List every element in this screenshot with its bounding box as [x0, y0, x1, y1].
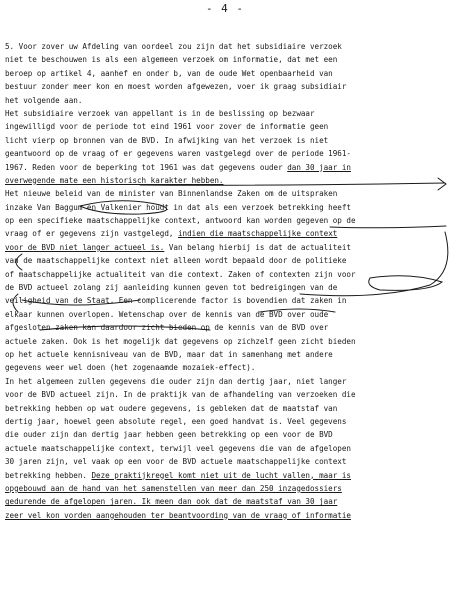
document-body [5, 40, 445, 522]
text-line [5, 388, 445, 401]
line-text: gegevens weer wel doen (het zogenaamde mozaiek-effect). [5, 363, 256, 373]
underlined-text: overwegende mate een historisch karakter hebben. [5, 175, 224, 185]
text-line [5, 67, 445, 80]
text-line [5, 321, 445, 334]
text-line [5, 509, 445, 522]
text-line [5, 107, 445, 120]
text-line [5, 348, 445, 361]
text-line [5, 214, 445, 227]
line-text: Het subsidiaire verzoek van appellant is in de beslissing op bezwaar [5, 108, 315, 118]
text-line [5, 241, 445, 254]
line-text: niet te beschouwen is als een algemeen verzoek om informatie, dat met een [5, 55, 338, 65]
text-line [5, 428, 445, 441]
text-line [5, 80, 445, 93]
line-text: actuele maatschappelijke context, terwijl veel gegevens die van de afgelopen [5, 443, 351, 453]
line-text: die ouder zijn dan dertig jaar hebben geen betrekking op een voor de BVD [5, 430, 333, 440]
text-line [5, 134, 445, 147]
text-line [5, 268, 445, 281]
line-text: op het actuele kennisniveau van de BVD, maar dat in samenhang met andere [5, 349, 333, 359]
underlined-text: zeer vel kon vorden aangehouden ter beantvoording van de vraag of informatie [5, 510, 351, 520]
text-line [5, 482, 445, 495]
text-line [5, 469, 445, 482]
text-line [5, 375, 445, 388]
line-text: elkaar kunnen overlopen. Wetenschap over de kennis van de BVD over oude [5, 309, 329, 319]
text-line [5, 455, 445, 468]
line-text: ingewilligd voor de periode tot eind 1961 voor zover de informatie geen [5, 122, 329, 132]
line-text: voor de BVD actueel zijn. In de praktijk van de afhandeling van verzoeken die [5, 390, 356, 400]
text-line [5, 120, 445, 133]
line-text: afgesloten zaken kan daardoor zicht bieden op de kennis van de BVD over [5, 323, 329, 333]
text-line [5, 402, 445, 415]
text-line [5, 308, 445, 321]
line-text: 5. Voor zover uw Afdeling van oordeel zou zijn dat het subsidiaire verzoek [5, 42, 342, 51]
text-line [5, 174, 445, 187]
text-line [5, 53, 445, 66]
text-line [5, 281, 445, 294]
line-text: In het algemeen zullen gegevens die ouder zijn dan dertig jaar, niet langer [5, 376, 347, 386]
line-text: beroep op artikel 4, aanhef en onder b, van de oude Wet openbaarheid van [5, 68, 333, 78]
text-line [5, 361, 445, 374]
page-number: - 4 - [205, 2, 245, 15]
underlined-text: Deze praktijkregel komt niet uit de lucht vallen, maar is [91, 470, 351, 480]
line-text: Van belang hierbij is dat de actualiteit [164, 242, 351, 252]
line-text: actuele zaken. Ook is het mogelijk dat gegevens op zichzelf geen zicht bieden [5, 336, 356, 346]
text-line [5, 294, 445, 307]
underlined-text: Ik meen dan ook dat de maatstaf van 30 jaar [137, 497, 338, 507]
line-text: of maatschappelijke actualiteit van die context. Zaken of contexten zijn voor [5, 269, 356, 279]
line-text: betrekking hebben op wat oudere gegevens, is gebleken dat de maatstaf van [5, 403, 338, 413]
underlined-text: dan 30 jaar in [287, 162, 351, 172]
line-text: veiligheid van de Staat. Een complicerende factor is bovendien dat zaken in [5, 296, 347, 306]
text-line [5, 40, 445, 53]
text-line [5, 161, 445, 174]
text-line [5, 495, 445, 508]
text-line [5, 227, 445, 240]
line-text: van de maatschappelijke context niet alleen wordt bepaald door de politieke [5, 256, 347, 266]
line-text: betrekking hebben. [5, 470, 92, 480]
line-text: het volgende aan. [5, 95, 83, 105]
line-text: licht vierp op bronnen van de BVD. In afwijking van het verzoek is niet [5, 135, 329, 145]
line-text: op een specifieke maatschappelijke context, antwoord kan worden gegeven op de [5, 216, 356, 226]
text-line [5, 201, 445, 214]
line-text: 1967. Reden voor de beperking tot 1961 was dat gegevens ouder [5, 162, 288, 172]
text-line [5, 254, 445, 267]
line-text: de BVD actueel zolang zij aanleiding kunnen geven tot bedreigingen van de [5, 283, 338, 293]
underlined-text: gedurende de afgelopen jaren. [5, 497, 138, 507]
line-text: geantwoord op de vraag of er gegevens waren vastgelegd over de periode 1961- [5, 149, 351, 159]
line-text: 30 jaren zijn, vel vaak op een voor de BVD actuele maatschappelijke context [5, 457, 347, 467]
underlined-text: opgebouwd aan de hand van het samenstellen van meer dan 250 inzagedossiers [5, 483, 342, 493]
line-text: vraag of er gegevens zijn vastgelegd, [5, 229, 178, 239]
underlined-text: voor de BVD niet langer actueel is. [5, 242, 165, 252]
text-line [5, 147, 445, 160]
line-text: dertig jaar, hoewel geen absolute regel, een goed handvat is. Veel gegevens [5, 416, 347, 426]
underlined-text: indien die maatschappelijke context [177, 229, 338, 239]
text-line [5, 442, 445, 455]
text-line [5, 187, 445, 200]
line-text: Het nieuwe beleid van de minister van Binnenlandse Zaken om de uitspraken [5, 189, 338, 199]
text-line [5, 415, 445, 428]
text-line [5, 335, 445, 348]
line-text: bestuur zonder meer kon en moest worden afgewezen, voer ik graag subsidiair [5, 82, 347, 92]
line-text: inzake Van Baggum en Valkenier houdt in dat als een verzoek betrekking heeft [5, 202, 351, 212]
text-line [5, 94, 445, 107]
